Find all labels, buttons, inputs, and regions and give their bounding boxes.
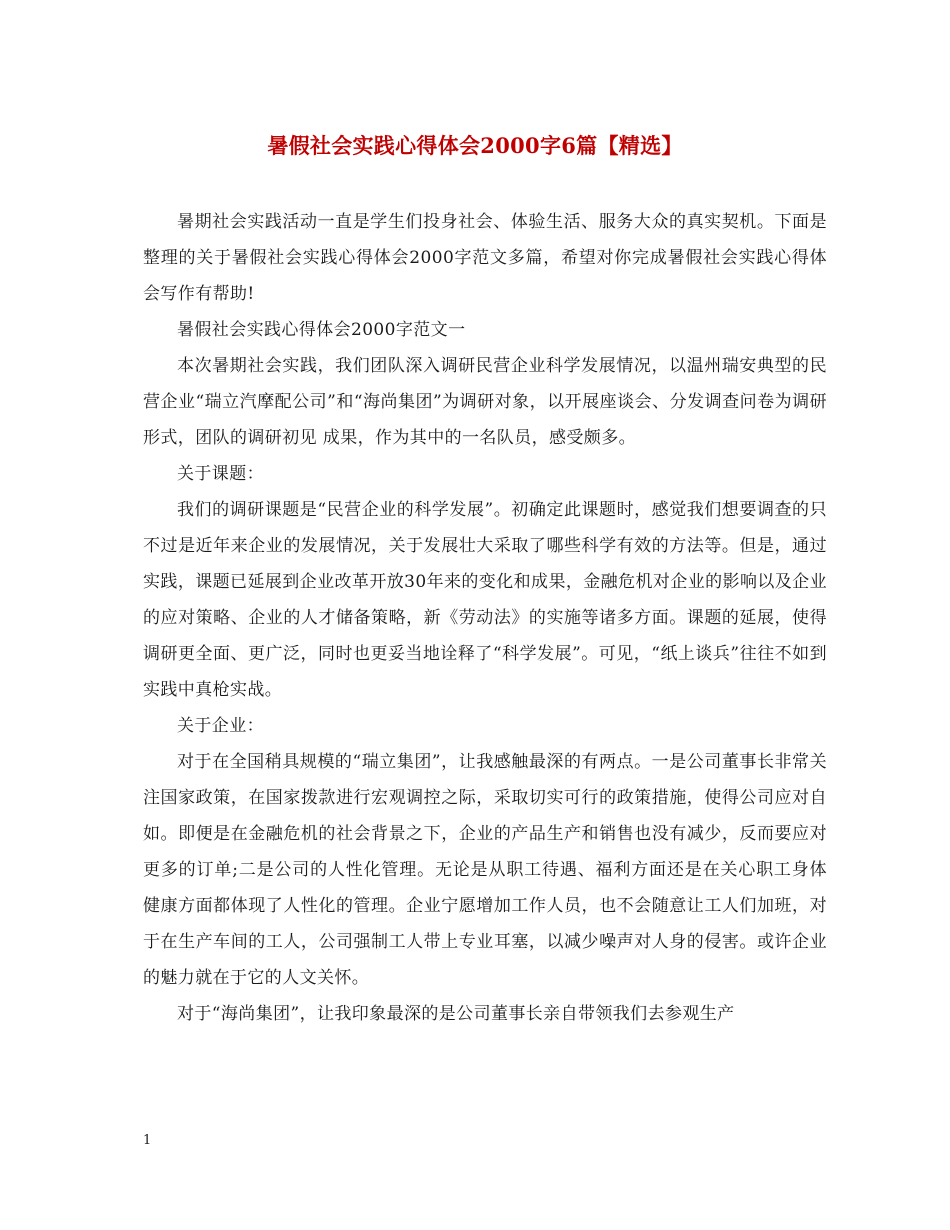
- body-paragraph: 对于“海尚集团”，让我印象最深的是公司董事长亲自带领我们去参观生产: [177, 1004, 735, 1024]
- subheading-enterprise: 关于企业：: [177, 716, 264, 736]
- document-title: 暑假社会实践心得体会2000字6篇【精选】: [267, 133, 683, 158]
- body-paragraph: 对于在全国稍具规模的“瑞立集团”，让我感触最深的有两点。一是公司董事长非常关注国家政策，在国家拨款进行宏观调控之际，采取切实可行的政策措施，使得公司应对自如。即便是在金融危机的社会背景之下，企业的产品生产和销售也没有减少，反而要应对更多的订单;二是公司的人性化管理。无论是从职工待遇、福利方面还是在关心职工身体健康方面都体现了人性化的管理。企业宁愿增加工作人员，也不会随意让工人们加班，对于在生产车间的工人，公司强制工人带上专业耳塞，以减少噪声对人身的侵害。或许企业的魅力就在于它的人文关怀。: [143, 752, 827, 988]
- document-body: [143, 204, 827, 1032]
- subheading-topic: 关于课题：: [177, 464, 264, 484]
- section-heading-essay-one: 暑假社会实践心得体会2000字范文一: [177, 320, 466, 340]
- body-paragraph: 我们的调研课题是“民营企业的科学发展”。初确定此课题时，感觉我们想要调查的只不过是近年来企业的发展情况，关于发展壮大采取了哪些科学有效的方法等。但是，通过实践，课题已延展到企业改革开放30年来的变化和成果，金融危机对企业的影响以及企业的应对策略、企业的人才储备策略，新《劳动法》的实施等诸多方面。课题的延展，使得调研更全面、更广泛，同时也更妥当地诠释了“科学发展”。可见，“纸上谈兵”往往不如到实践中真枪实战。: [143, 500, 827, 700]
- intro-paragraph: 暑期社会实践活动一直是学生们投身社会、体验生活、服务大众的真实契机。下面是整理的关于暑假社会实践心得体会2000字范文多篇，希望对你完成暑假社会实践心得体会写作有帮助!: [143, 212, 827, 304]
- body-paragraph: 本次暑期社会实践，我们团队深入调研民营企业科学发展情况，以温州瑞安典型的民营企业“瑞立汽摩配公司”和“海尚集团”为调研对象，以开展座谈会、分发调查问卷为调研形式，团队的调研初见 成果，作为其中的一名队员，感受颇多。: [143, 356, 827, 448]
- page-number: 1: [143, 1133, 152, 1148]
